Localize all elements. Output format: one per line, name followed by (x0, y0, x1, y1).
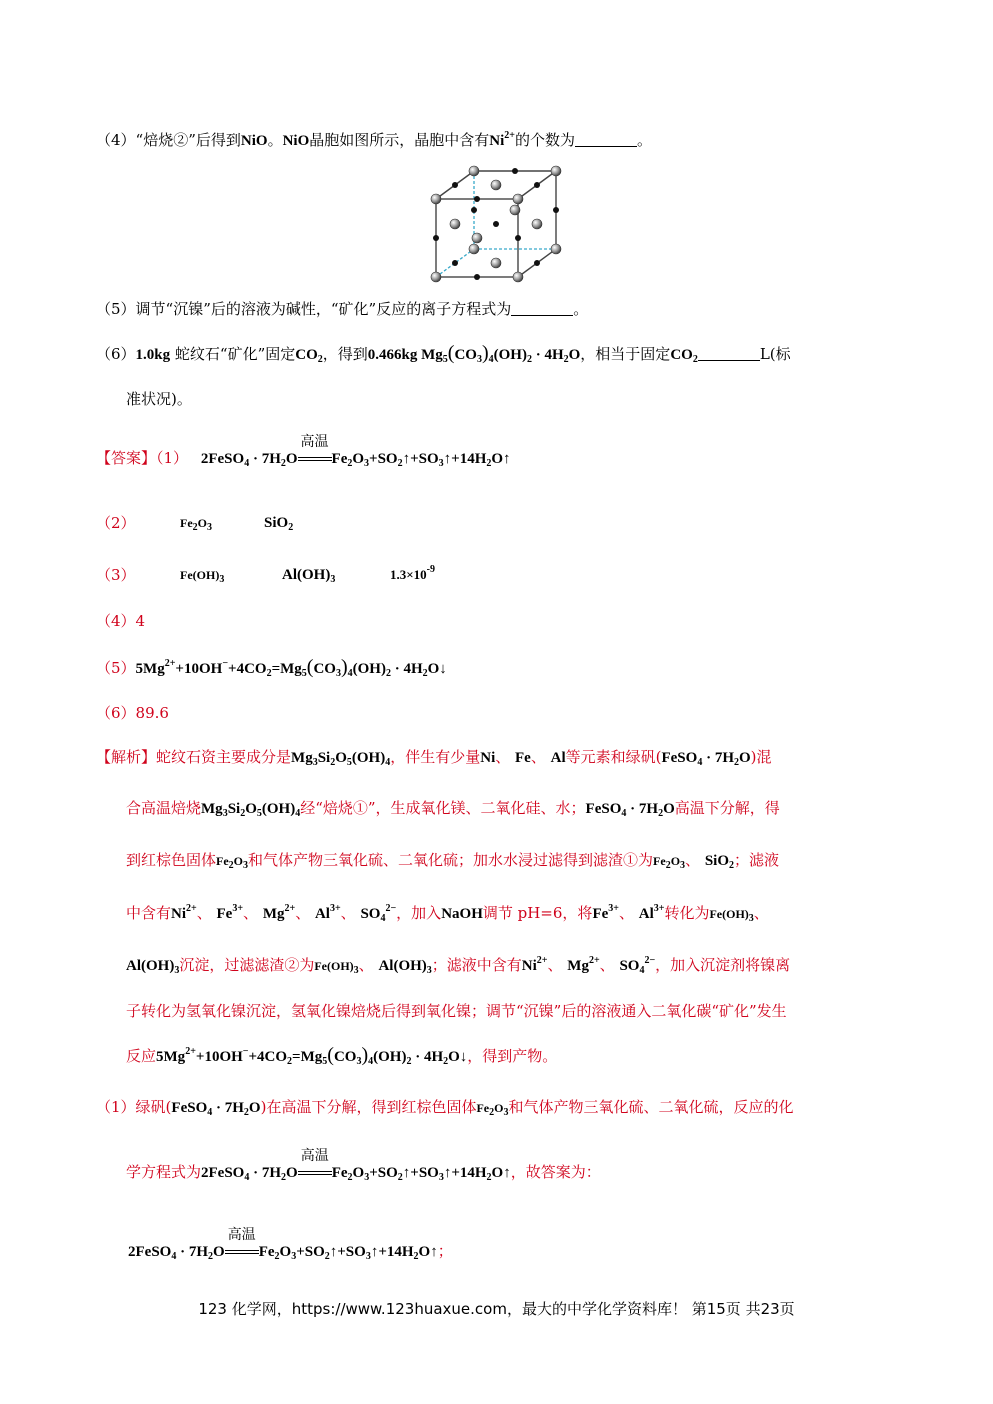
analysis-line-1: 【解析】蛇纹石资主要成分是$Mg_3Si_2O_5(OH)_4$，伴生有少量Ni、 Fe、 Al等元素和绿矾(FeSO$_4$ · $7H_2O$)混 (96, 748, 772, 768)
page-footer: 123 化学网，https://www.123huaxue.com，最大的中学化学资料库！ 第15页 共23页 (198, 1300, 795, 1318)
analysis-line-3: 到红棕色固体$Fe_2O_3$和气体产物三氧化硫、二氧化硫；加水水浸过滤得到滤渣①为$Fe_2O_3$、 SiO$_2$；滤液 (126, 851, 780, 871)
question-6-cont: 准状况)。 (126, 390, 192, 408)
nio-unit-cell-figure (426, 160, 566, 286)
part-1-line-1: （1）绿矾(FeSO$_4$ · $7H_2O$)在高温下分解，得到红棕色固体$Fe_2O_3$和气体产物三氧化硫、二氧化硫，反应的化 (96, 1098, 794, 1118)
part-1-line-3: 2FeSO$_4$ · $7H_2O$ 高温 $Fe_2O_3+SO_2↑+SO_3↑+14H_2O↑$； (128, 1240, 453, 1265)
question-4: （4）“焙烧②”后得到NiO。NiO晶胞如图所示，晶胞中含有$Ni^{2+}$的个数为 。 (96, 130, 652, 149)
part-1-line-2: 学方程式为2FeSO$_4$ · $7H_2O$ 高温 $Fe_2O_3+SO_2↑+SO_3↑+14H_2O↑$，故答案为： (126, 1161, 601, 1186)
answer-blank[interactable] (575, 132, 637, 147)
answer-1: 【答案】（1） 2FeSO$_4$ · $7H_2O$ 高温 $Fe_2O_3+SO_2↑+SO_3↑+14H_2O↑$ (96, 447, 511, 472)
question-5: （5）调节“沉镍”后的溶液为碱性，“矿化”反应的离子方程式为 。 (96, 300, 589, 318)
answer-3: （3） $Fe(OH)_3$ $Al(OH)_3$ $1.3\times 10^{-9}$ (96, 564, 436, 585)
reaction-condition: 高温 (298, 1164, 332, 1186)
analysis-line-4: 中含有$Ni^{2+}$、 $Fe^{3+}$、 $Mg^{2+}$、 $Al^{3+}$、 $SO_4^{2-}$，加入NaOH调节 pH=6，将$Fe^{3+}$、 $Al^{3+}$转化为$Fe(OH)_3$、 (126, 903, 769, 924)
analysis-line-2: 合高温焙烧$Mg_3Si_2O_5(OH)_4$经“焙烧①”，生成氧化镁、二氧化硅、水；FeSO$_4$ · $7H_2O$高温下分解，得 (126, 799, 780, 819)
answer-4: （4）4 (96, 612, 146, 630)
analysis-line-6: 子转化为氢氧化镍沉淀，氢氧化镍焙烧后得到氧化镍；调节“沉镍”后的溶液通入二氧化碳“矿化”发生 (126, 1002, 787, 1020)
answer-5: $(5)5Mg^{2+}+10OH^-+4CO_2=Mg_5(CO_3)_4(OH)_2$ · $4H_2O↓$ (96, 656, 447, 679)
answer-2: （2） $Fe_2O_3$ SiO$_2$ (96, 514, 294, 533)
reaction-condition: 高温 (225, 1243, 259, 1265)
answer-blank[interactable] (511, 301, 573, 316)
reaction-condition: 高温 (298, 450, 332, 472)
analysis-line-7: 反应$5Mg^{2+}+10OH^-+4CO_2=Mg_5(CO_3)_4(OH)_2$ · $4H_2O↓$，得到产物。 (126, 1044, 558, 1067)
answer-blank[interactable] (698, 346, 760, 361)
analysis-line-5: $Al(OH)_3$沉淀，过滤滤渣②为$Fe(OH)_3$、 $Al(OH)_3$；滤液中含有$Ni^{2+}$、 $Mg^{2+}$、 $SO_4^{2-}$，加入沉淀剂将镍离 (126, 955, 791, 976)
question-6: （6）1.0kg 蛇纹石“矿化”固定$CO_2$，得到0.466kg $Mg_5(CO_3)_4(OH)_2 \cdot 4H_2O$，相当于固定$CO_2$ L(标 (96, 342, 791, 365)
answer-6: （6）89.6 (96, 704, 169, 722)
